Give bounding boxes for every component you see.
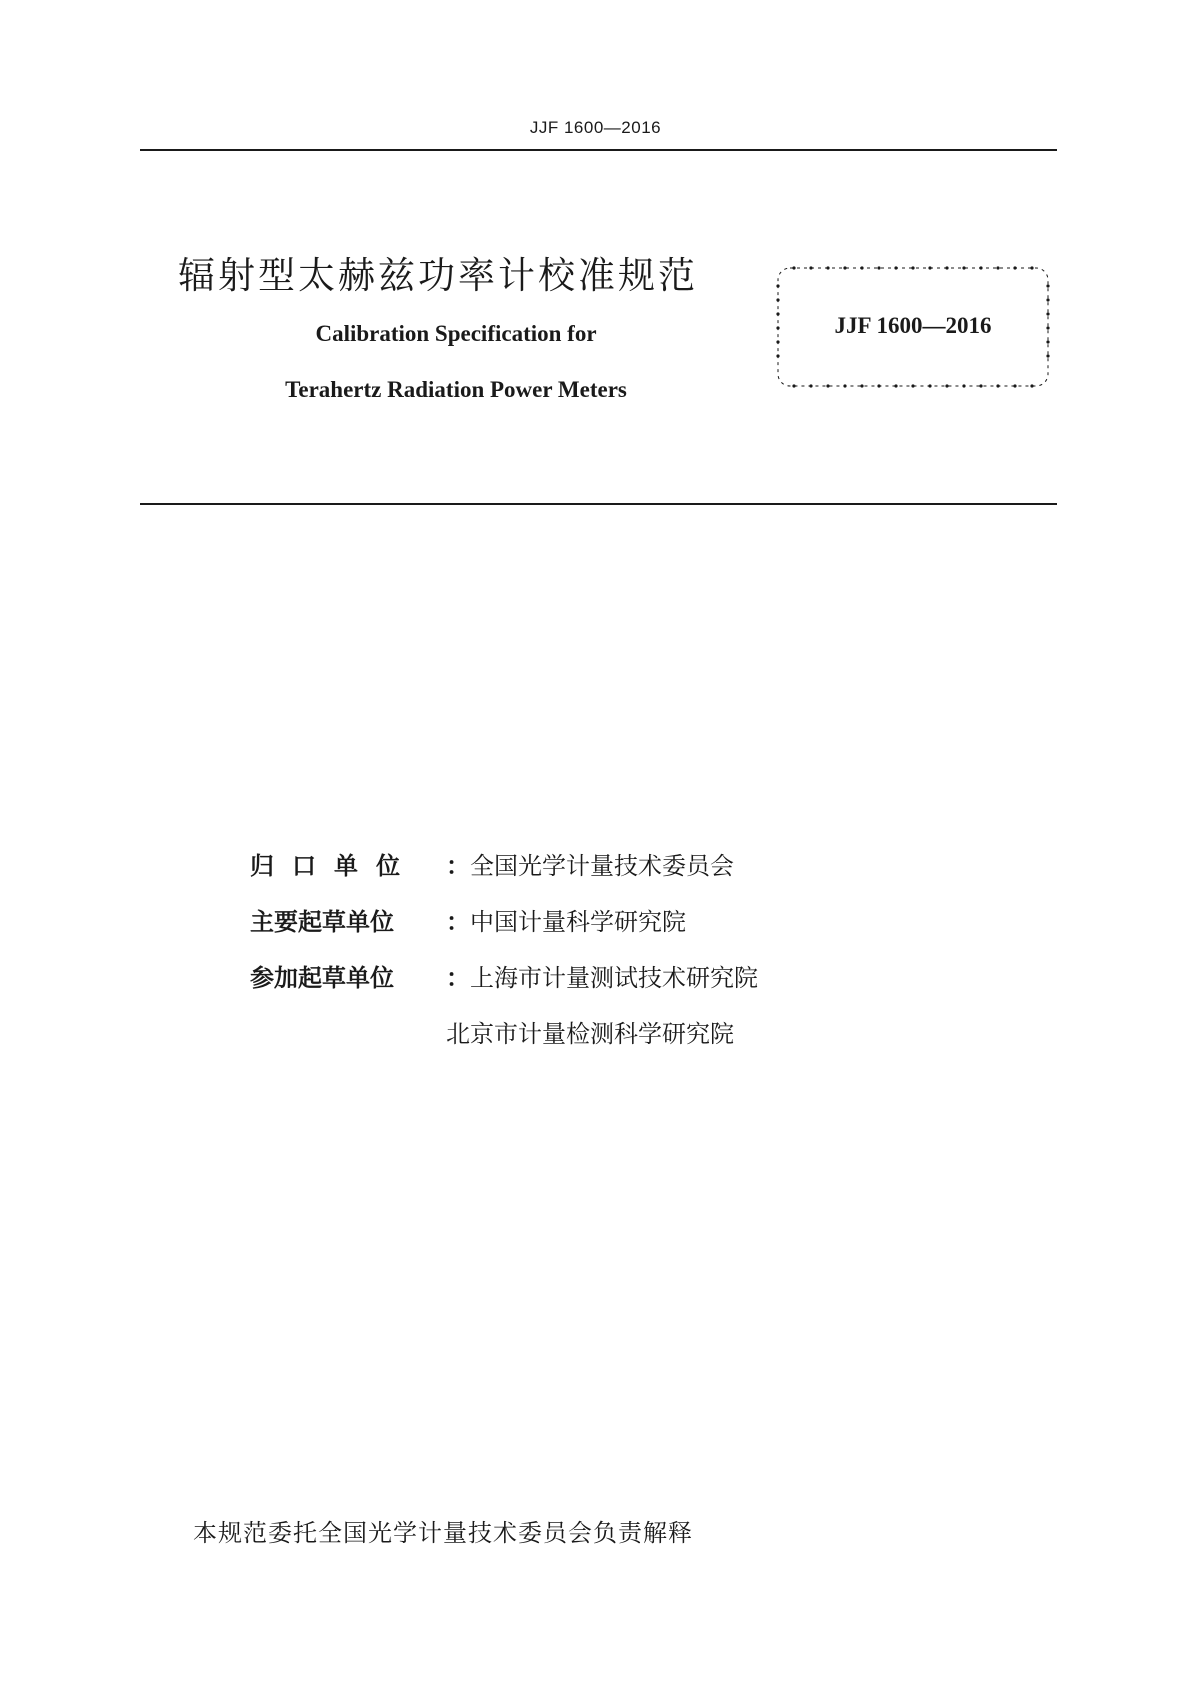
border-dot [996, 384, 999, 387]
border-dot [1046, 354, 1049, 357]
border-dot [945, 266, 948, 269]
border-dot [911, 266, 914, 269]
border-dot [911, 384, 914, 387]
responsible-org-value: 全国光学计量技术委员会 [470, 852, 734, 880]
border-dot [809, 384, 812, 387]
label-colon: ： [446, 964, 470, 992]
participating-drafter-row-2 [250, 1014, 734, 1049]
border-dot [894, 384, 897, 387]
title-english-line2: Terahertz Radiation Power Meters [285, 377, 627, 402]
participating-drafter-value-1: 上海市计量测试技术研究院 [470, 964, 758, 992]
border-dot [1013, 266, 1016, 269]
main-drafter-value: 中国计量科学研究院 [470, 908, 686, 936]
border-dot [894, 266, 897, 269]
border-dot [962, 384, 965, 387]
participating-drafter-label: 参加起草单位 [250, 964, 394, 992]
border-dot [776, 284, 779, 287]
border-dot [792, 384, 795, 387]
border-dot [809, 266, 812, 269]
border-dot [877, 266, 880, 269]
interpretation-note: 本规范委托全国光学计量技术委员会负责解释 [193, 1519, 693, 1547]
border-dot [996, 266, 999, 269]
border-dot [979, 384, 982, 387]
title-divider [140, 503, 1057, 505]
border-dot [792, 266, 795, 269]
border-dot [1046, 298, 1049, 301]
participating-drafter-row [250, 958, 758, 993]
label-colon: ： [446, 908, 470, 936]
title-chinese: 辐射型太赫兹功率计校准规范 [178, 254, 698, 297]
border-dot [1046, 284, 1049, 287]
border-dot [962, 266, 965, 269]
border-dot [945, 384, 948, 387]
border-dot [776, 354, 779, 357]
border-dot [928, 266, 931, 269]
border-dot [877, 384, 880, 387]
standard-code-box [774, 264, 1052, 390]
participating-drafter-value-2: 北京市计量检测科学研究院 [446, 1020, 734, 1048]
responsible-org-row [250, 846, 734, 881]
border-dot [826, 384, 829, 387]
border-dot [928, 384, 931, 387]
main-drafter-row [250, 902, 686, 937]
responsible-org-label: 归口单位 [250, 852, 418, 880]
standard-code: JJF 1600—2016 [834, 313, 992, 338]
main-drafter-label: 主要起草单位 [250, 908, 394, 936]
border-dot [776, 298, 779, 301]
border-dot [826, 266, 829, 269]
label-colon: ： [446, 852, 470, 880]
title-english-line1: Calibration Specification for [315, 321, 597, 346]
border-dot [776, 340, 779, 343]
border-dot [860, 266, 863, 269]
border-dot [1030, 266, 1033, 269]
border-dot [1046, 340, 1049, 343]
border-dot [979, 266, 982, 269]
border-dot [860, 384, 863, 387]
border-dot [843, 266, 846, 269]
header-divider [140, 149, 1057, 151]
border-dot [1030, 384, 1033, 387]
header-standard-code: JJF 1600—2016 [529, 118, 662, 137]
border-dot [843, 384, 846, 387]
border-dot [1013, 384, 1016, 387]
